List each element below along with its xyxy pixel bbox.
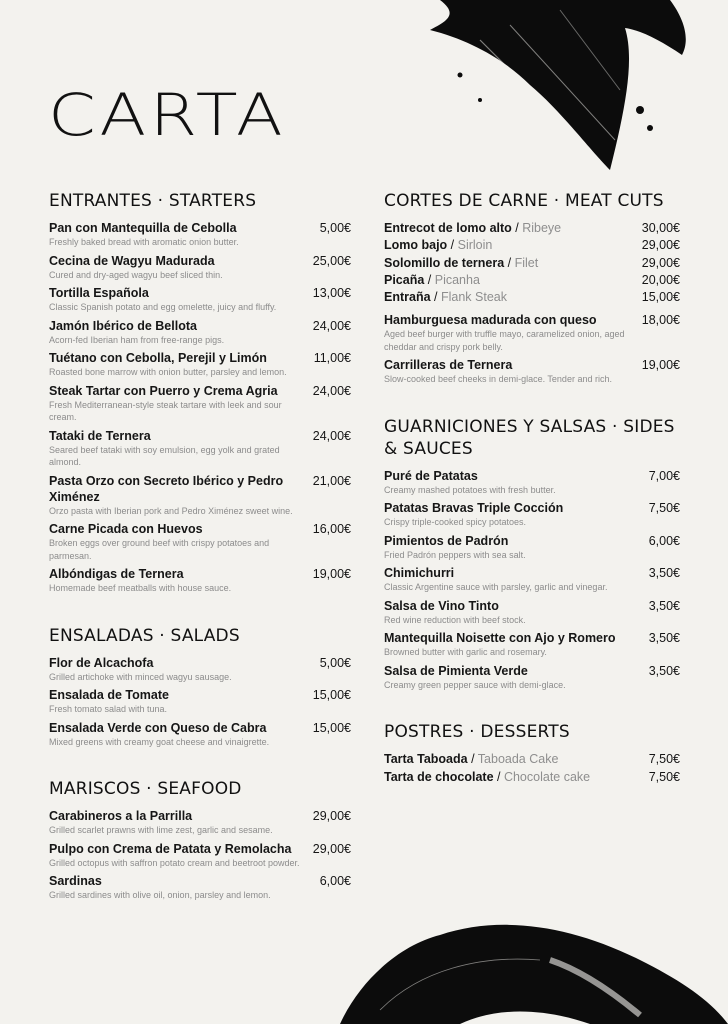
menu-item — [49, 383, 351, 424]
item-name-es: Entraña — [384, 290, 431, 305]
item-price: 15,00€ — [312, 688, 351, 702]
item-name: Mantequilla Noisette con Ajo y Romero — [384, 631, 616, 646]
separator: / — [467, 752, 478, 767]
item-price: 19,00€ — [312, 567, 351, 581]
item-text — [384, 468, 649, 497]
item-name: Tataki de Ternera — [49, 428, 151, 443]
item-price: 7,00€ — [648, 468, 680, 483]
item-price: 3,50€ — [648, 598, 680, 613]
item-name: Patatas Bravas Triple Cocción — [384, 501, 564, 516]
item-price: 3,50€ — [648, 566, 680, 581]
item-description: Fresh Mediterranean-style steak tartare with leek and sour cream. — [49, 399, 282, 422]
item-description: Classic Spanish potato and egg omelette, juicy and fluffy. — [49, 302, 277, 312]
item-name: Pimientos de Padrón — [384, 533, 509, 548]
menu-item — [384, 500, 680, 529]
menu-item — [384, 630, 680, 659]
menu-item — [49, 318, 351, 347]
item-name — [384, 751, 558, 768]
item-name: Carabineros a la Parrilla — [49, 809, 193, 823]
item-price: 15,00€ — [312, 720, 351, 735]
item-text — [384, 312, 642, 353]
item-name: Puré de Patatas — [384, 468, 478, 483]
item-text — [49, 566, 313, 595]
item-description: Browned butter with garlic and rosemary. — [384, 647, 547, 658]
item-text — [384, 533, 649, 562]
menu-item — [49, 285, 351, 314]
item-name: Salsa de Vino Tinto — [384, 598, 499, 613]
menu-item — [49, 220, 351, 249]
item-price: 15,00€ — [641, 290, 680, 305]
menu-item — [49, 521, 351, 562]
item-name-en: Chocolate cake — [503, 769, 591, 784]
item-name: Ensalada de Tomate — [49, 688, 169, 702]
item-description: Creamy green pepper sauce with demi-glace. — [384, 679, 566, 690]
item-price: 29,00€ — [312, 809, 351, 823]
item-text — [49, 285, 313, 314]
item-description: Classic Argentine sauce with parsley, garlic and vinegar. — [384, 582, 608, 593]
item-name — [384, 237, 492, 254]
item-text — [49, 383, 313, 424]
item-price: 19,00€ — [641, 358, 680, 373]
item-price: 5,00€ — [319, 655, 351, 670]
menu-item — [384, 769, 680, 786]
page-title: CARTA — [48, 81, 287, 149]
brush-stroke-bottom-icon — [340, 900, 728, 1024]
item-name: Tuétano con Cebolla, Perejil y Limón — [49, 351, 267, 365]
item-name — [384, 272, 480, 289]
item-name: Pasta Orzo con Secreto Ibérico y Pedro Ximénez — [49, 473, 284, 504]
separator: / — [430, 290, 441, 305]
item-description: Grilled scarlet prawns with lime zest, garlic and sesame. — [49, 825, 273, 835]
item-name: Cecina de Wagyu Madurada — [49, 253, 215, 268]
item-name: Ensalada Verde con Queso de Cabra — [49, 720, 267, 735]
item-name: Pulpo con Crema de Patata y Remolacha — [49, 841, 292, 856]
item-price: 6,00€ — [648, 533, 680, 548]
item-price: 20,00€ — [641, 272, 680, 287]
item-description: Grilled octopus with saffron potato cream and beetroot powder. — [49, 857, 300, 868]
item-text — [49, 473, 313, 518]
item-name: Chimichurri — [384, 566, 455, 581]
item-price: 24,00€ — [312, 383, 351, 398]
item-text — [49, 521, 313, 562]
menu-item — [49, 841, 351, 870]
separator: / — [447, 238, 458, 253]
item-price: 11,00€ — [313, 351, 351, 365]
item-name-es: Entrecot de lomo alto — [384, 221, 512, 235]
item-name — [384, 289, 507, 306]
menu-item — [384, 312, 680, 353]
item-description: Acorn-fed Iberian ham from free-range pigs. — [49, 334, 225, 345]
item-text — [49, 253, 313, 282]
item-name: Jamón Ibérico de Bellota — [49, 318, 197, 333]
item-price: 7,50€ — [648, 752, 680, 767]
item-text — [384, 598, 649, 627]
item-name: Flor de Alcachofa — [49, 655, 154, 670]
item-description: Homemade beef meatballs with house sauce. — [49, 583, 232, 593]
item-name — [384, 769, 590, 786]
menu-item — [49, 720, 351, 749]
separator: / — [493, 769, 504, 784]
menu-item — [384, 220, 680, 237]
item-text — [49, 428, 313, 469]
item-description: Seared beef tataki with soy emulsion, egg yolk and grated almond. — [49, 444, 280, 467]
item-text — [384, 630, 649, 659]
right-column — [384, 190, 680, 816]
item-description: Creamy mashed potatoes with fresh butter. — [384, 484, 556, 495]
item-price: 30,00€ — [641, 221, 680, 235]
item-price: 16,00€ — [312, 522, 351, 536]
menu-item — [49, 253, 351, 282]
section-title: GUARNICIONES Y SALSAS · SIDES & SAUCES — [384, 416, 675, 459]
item-description: Red wine reduction with beef stock. — [384, 614, 526, 625]
item-text — [384, 357, 642, 386]
item-name-en: Ribeye — [522, 221, 562, 235]
item-name-es: Picaña — [384, 272, 425, 287]
item-description: Freshly baked bread with aromatic onion butter. — [49, 237, 239, 247]
item-name-es: Tarta de chocolate — [384, 769, 494, 784]
menu-item — [49, 566, 351, 595]
item-price: 24,00€ — [312, 428, 351, 443]
item-price: 29,00€ — [641, 255, 680, 270]
item-text — [384, 500, 649, 529]
separator: / — [424, 272, 435, 287]
item-name — [384, 255, 538, 272]
separator: / — [504, 255, 515, 270]
item-price: 7,50€ — [648, 769, 680, 784]
item-name: Carne Picada con Huevos — [49, 522, 203, 536]
item-name-en: Taboada Cake — [477, 752, 559, 767]
item-text — [49, 220, 320, 249]
menu-item — [384, 751, 680, 768]
item-description: Grilled sardines with olive oil, onion, parsley and lemon. — [49, 890, 271, 900]
item-name-en: Filet — [514, 255, 539, 270]
item-price: 29,00€ — [641, 238, 680, 253]
item-description: Cured and dry-aged wagyu beef sliced thin. — [49, 269, 223, 280]
item-name: Tortilla Española — [49, 286, 149, 300]
item-text — [384, 663, 649, 692]
item-text — [49, 808, 313, 837]
item-name-es: Solomillo de ternera — [384, 255, 505, 270]
item-price: 24,00€ — [312, 318, 351, 333]
menu-item — [49, 655, 351, 684]
item-price: 5,00€ — [319, 221, 351, 235]
item-price: 25,00€ — [312, 253, 351, 268]
menu-item — [49, 873, 351, 902]
menu-item — [384, 598, 680, 627]
menu-item — [384, 237, 680, 254]
section-title: CORTES DE CARNE · MEAT CUTS — [384, 191, 664, 211]
item-name-en: Picanha — [434, 272, 480, 287]
item-description: Mixed greens with creamy goat cheese and vinaigrette. — [49, 736, 270, 747]
item-name-es: Tarta Taboada — [384, 752, 468, 767]
menu-item — [384, 255, 680, 272]
item-description: Aged beef burger with truffle mayo, caramelized onion, aged cheddar and crispy pork belly. — [384, 329, 625, 352]
item-description: Roasted bone marrow with onion butter, parsley and lemon. — [49, 367, 287, 377]
section-title: ENTRANTES · STARTERS — [49, 191, 257, 211]
item-price: 7,50€ — [648, 501, 680, 516]
section-desserts — [384, 721, 680, 786]
item-price: 6,00€ — [319, 874, 351, 888]
section-meat-cuts — [384, 190, 680, 386]
section-title: POSTRES · DESSERTS — [384, 722, 570, 743]
item-name-es: Lomo bajo — [384, 238, 448, 253]
item-text — [49, 350, 314, 379]
item-name: Albóndigas de Ternera — [49, 567, 184, 581]
item-price: 18,00€ — [641, 313, 680, 328]
item-name: Pan con Mantequilla de Cebolla — [49, 221, 237, 235]
item-description: Orzo pasta with Iberian pork and Pedro Ximénez sweet wine. — [49, 505, 293, 516]
item-text — [49, 655, 320, 684]
item-name: Sardinas — [49, 874, 102, 888]
item-price: 3,50€ — [648, 631, 680, 646]
menu-item — [384, 663, 680, 692]
menu-item — [384, 357, 680, 386]
item-price: 3,50€ — [648, 663, 680, 678]
item-description: Broken eggs over ground beef with crispy potatoes and parmesan. — [49, 538, 270, 561]
item-name-en: Sirloin — [457, 238, 493, 253]
separator: / — [511, 221, 523, 235]
menu-item — [384, 272, 680, 289]
item-description: Slow-cooked beef cheeks in demi-glace. Tender and rich. — [384, 374, 612, 385]
section-title: MARISCOS · SEAFOOD — [49, 779, 242, 799]
item-text — [49, 720, 313, 749]
item-name: Hamburguesa madurada con queso — [384, 313, 597, 328]
section-seafood — [49, 778, 351, 902]
menu-item — [49, 350, 351, 379]
left-column — [49, 190, 351, 932]
item-name — [384, 220, 561, 237]
item-text — [49, 687, 313, 716]
brush-stroke-top-icon — [420, 0, 720, 180]
section-starters — [49, 190, 351, 595]
item-name-en: Flank Steak — [440, 290, 507, 305]
section-sides — [384, 416, 680, 692]
menu-item — [384, 468, 680, 497]
menu-item — [49, 473, 351, 518]
item-text — [49, 318, 313, 347]
item-name: Salsa de Pimienta Verde — [384, 663, 528, 678]
item-description: Fried Padrón peppers with sea salt. — [384, 549, 526, 560]
item-description: Fresh tomato salad with tuna. — [49, 704, 168, 714]
item-name: Steak Tartar con Puerro y Crema Agria — [49, 383, 278, 398]
item-price: 21,00€ — [312, 473, 351, 488]
item-text — [384, 565, 649, 594]
menu-item — [384, 565, 680, 594]
menu-item — [49, 687, 351, 716]
menu-item — [384, 289, 680, 306]
section-salads — [49, 625, 351, 749]
item-price: 29,00€ — [312, 841, 351, 856]
item-name: Carrilleras de Ternera — [384, 358, 513, 373]
item-description: Grilled artichoke with minced wagyu sausage. — [49, 671, 232, 682]
item-price: 13,00€ — [312, 286, 351, 300]
menu-item — [49, 428, 351, 469]
item-description: Crispy triple-cooked spicy potatoes. — [384, 517, 527, 528]
menu-item — [49, 808, 351, 837]
section-title: ENSALADAS · SALADS — [49, 625, 240, 646]
item-text — [49, 873, 320, 902]
menu-item — [384, 533, 680, 562]
item-text — [49, 841, 313, 870]
